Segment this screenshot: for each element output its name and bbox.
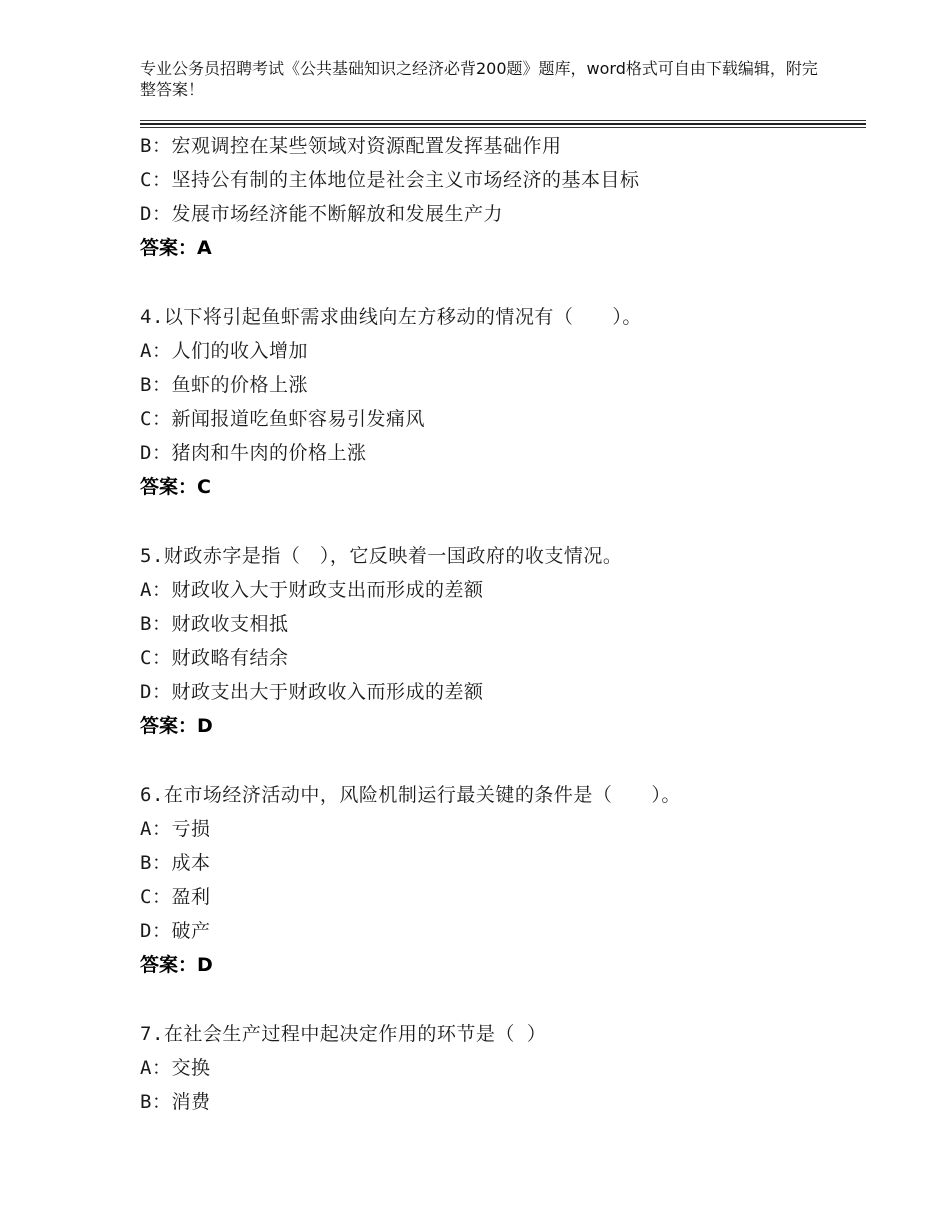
option-b: B：消费	[140, 1091, 211, 1113]
option-d: D：发展市场经济能不断解放和发展生产力	[140, 203, 503, 225]
answer-label: 答案：C	[140, 476, 211, 498]
answer-label: 答案：A	[140, 237, 212, 259]
header-rule	[140, 123, 866, 125]
question-stem: 5.财政赤字是指（ ），它反映着一国政府的收支情况。	[140, 545, 623, 567]
spacer	[140, 743, 860, 778]
spacer	[140, 504, 860, 539]
question-3-continued	[140, 129, 860, 265]
option-c: C：新闻报道吃鱼虾容易引发痛风	[140, 408, 425, 430]
question-4	[140, 300, 860, 504]
option-c: C：坚持公有制的主体地位是社会主义市场经济的基本目标	[140, 169, 640, 191]
page-header: 专业公务员招聘考试《公共基础知识之经济必背200题》题库，word格式可自由下载编辑，附完整答案！	[140, 59, 818, 99]
header-rule	[140, 120, 866, 121]
option-b: B：成本	[140, 852, 211, 874]
answer-label: 答案：D	[140, 715, 213, 737]
option-d: D：猪肉和牛肉的价格上涨	[140, 442, 367, 464]
option-a: A：人们的收入增加	[140, 340, 308, 362]
option-a: A：亏损	[140, 818, 211, 840]
option-a: A：财政收入大于财政支出而形成的差额	[140, 579, 484, 601]
spacer	[140, 265, 860, 300]
question-stem: 7.在社会生产过程中起决定作用的环节是（ ）	[140, 1023, 547, 1045]
option-d: D：财政支出大于财政收入而形成的差额	[140, 681, 484, 703]
option-b: B：鱼虾的价格上涨	[140, 374, 308, 396]
option-c: C：盈利	[140, 886, 211, 908]
question-5	[140, 539, 860, 743]
option-b: B：宏观调控在某些领域对资源配置发挥基础作用	[140, 135, 562, 157]
option-c: C：财政略有结余	[140, 647, 289, 669]
spacer	[140, 982, 860, 1017]
answer-label: 答案：D	[140, 954, 213, 976]
question-7	[140, 1017, 860, 1119]
question-stem: 6.在市场经济活动中，风险机制运行最关键的条件是（ ）。	[140, 784, 681, 806]
option-b: B：财政收支相抵	[140, 613, 289, 635]
question-stem: 4.以下将引起鱼虾需求曲线向左方移动的情况有（ ）。	[140, 306, 642, 328]
question-list	[140, 129, 860, 1119]
question-6	[140, 778, 860, 982]
header-rule	[140, 127, 866, 128]
option-a: A：交换	[140, 1057, 211, 1079]
option-d: D：破产	[140, 920, 211, 942]
